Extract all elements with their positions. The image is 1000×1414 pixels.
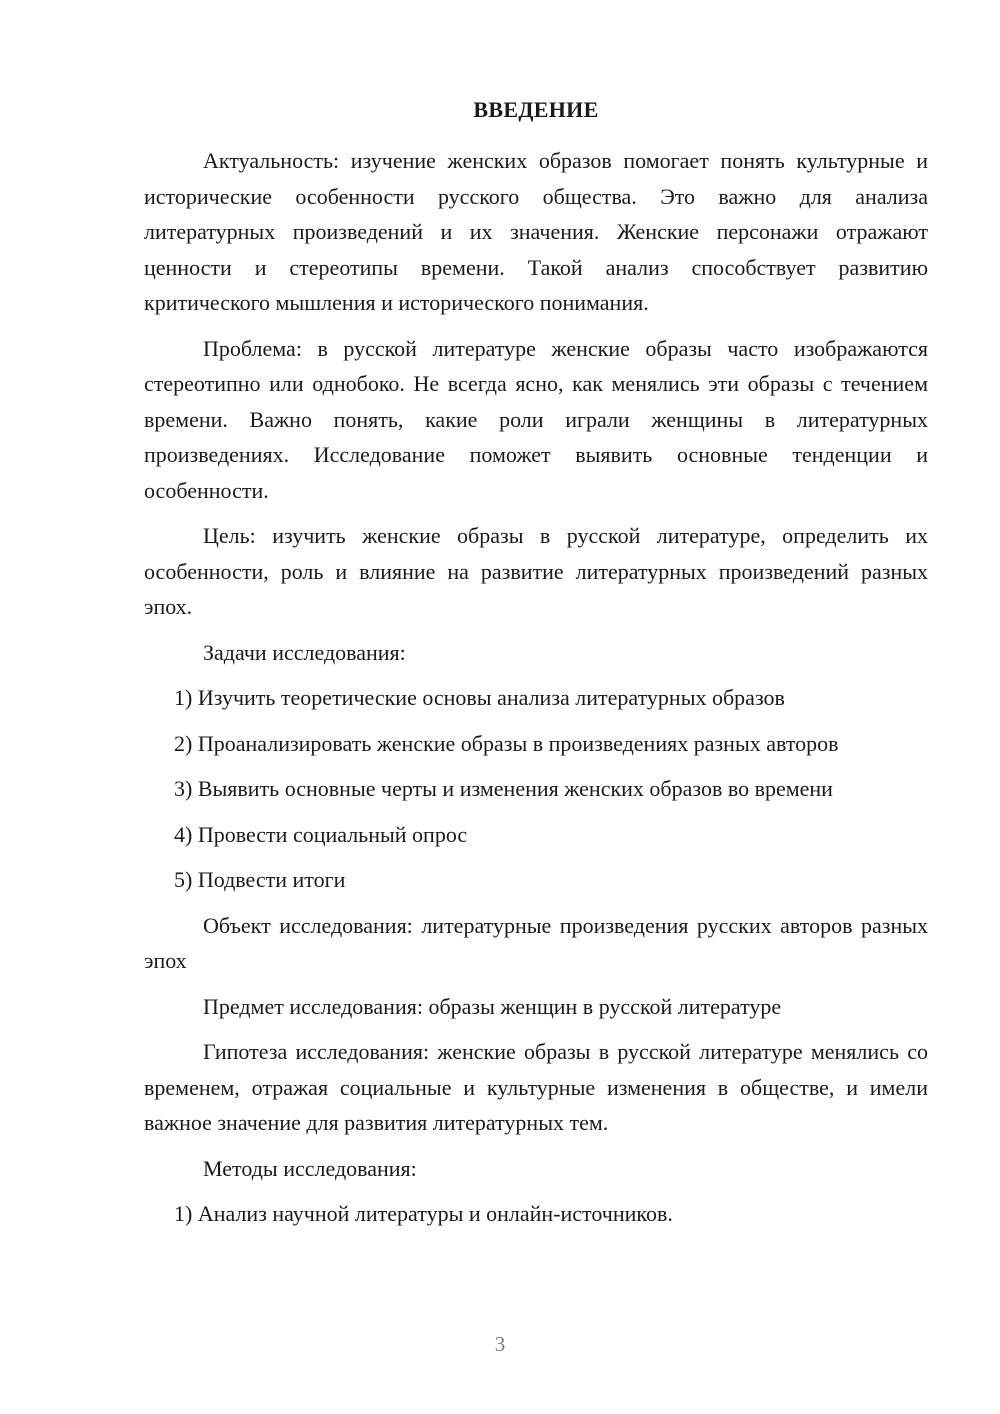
method-item-1: 1) Анализ научной литературы и онлайн-источников. — [174, 1201, 673, 1226]
task-item-1: 1) Изучить теоретические основы анализа литературных образов — [174, 685, 785, 710]
page-number: 3 — [494, 1332, 506, 1356]
task-item-2: 2) Проанализировать женские образы в произведениях разных авторов — [174, 730, 839, 756]
goal-paragraph: Цель: изучить женские образы в русской литературе, определить их особенности, роль и влияние на развитие литературных произведений разных эпох. — [144, 523, 928, 619]
task-item-5: 5) Подвести итоги — [174, 867, 346, 892]
hypothesis-paragraph: Гипотеза исследования: женские образы в русской литературе менялись со временем, отражая социальные и культурные изменения в обществе, и имели важное значение для развития литературных тем. — [144, 1039, 928, 1135]
relevance-paragraph: Актуальность: изучение женских образов помогает понять культурные и исторические особенности русского общества. Это важно для анализа литературных произведений и их значения. Женские персонажи отражают ценности и стереотипы времени. Такой анализ способствует развитию критического мышления и исторического понимания. — [144, 148, 928, 315]
object-paragraph: Объект исследования: литературные произведения русских авторов разных эпох — [144, 912, 928, 973]
methods-heading: Методы исследования: — [203, 1155, 417, 1181]
problem-paragraph: Проблема: в русской литературе женские образы часто изображаются стереотипно или однобоко. Не всегда ясно, как менялись эти образы с течением времени. Важно понять, какие роли играли женщины в литературных произведениях. Исследование поможет выявить основные тенденции и особенности. — [144, 335, 928, 503]
document-page — [144, 95, 928, 1242]
section-title: ВВЕДЕНИЕ — [473, 97, 599, 122]
task-item-4: 4) Провести социальный опрос — [174, 821, 468, 847]
task-item-3: 3) Выявить основные черты и изменения женских образов во времени — [174, 776, 833, 801]
subject-paragraph: Предмет исследования: образы женщин в русской литературе — [203, 993, 782, 1019]
tasks-heading: Задачи исследования: — [203, 639, 406, 665]
